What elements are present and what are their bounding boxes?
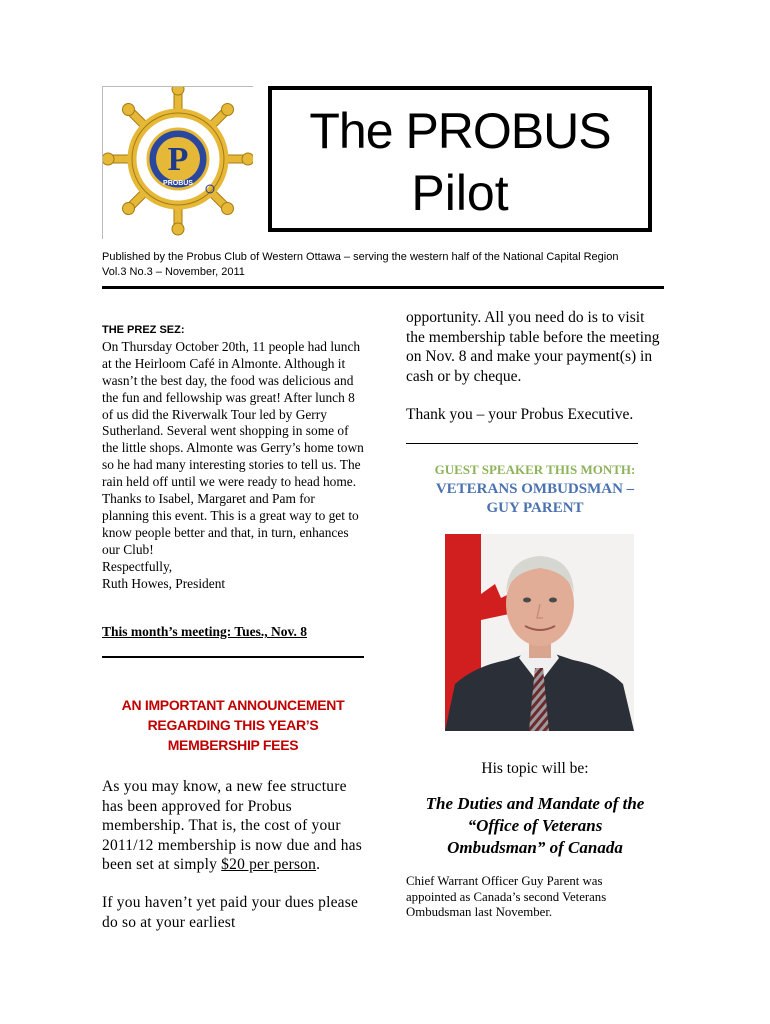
topic-line-3: Ombudsman” of Canada [447, 838, 623, 857]
prez-signature: Ruth Howes, President [102, 575, 226, 591]
guest-name-line-1: VETERANS OMBUDSMAN – [435, 481, 635, 497]
left-divider [102, 656, 364, 658]
fee-paragraph [102, 777, 364, 875]
fee-text-end: . [316, 856, 321, 874]
title-line-1: The PROBUS [309, 103, 611, 159]
published-by: Published by the Probus Club of Western Ottawa – serving the western half of the National Capital Region [102, 251, 619, 263]
topic-title [406, 793, 664, 859]
svg-text:P: P [167, 141, 189, 178]
prez-heading: THE PREZ SEZ: [102, 324, 185, 336]
announcement-line-1: AN IMPORTANT ANNOUNCEMENT [121, 697, 345, 713]
right-divider [406, 443, 638, 444]
speaker-photo [445, 534, 634, 731]
fee-text-start: As you may know, a new fee structure has been approved for Probus membership. That is, the cost of your 2011/12 membership is now due and has been set at simply [102, 778, 362, 874]
announcement-line-3: MEMBERSHIP FEES [167, 737, 299, 753]
guest-speaker-name [406, 480, 664, 518]
prez-signoff: Respectfully, [102, 558, 173, 574]
publication-info [102, 250, 618, 280]
issue-info: Vol.3 No.3 – November, 2011 [102, 266, 245, 278]
probus-logo [102, 86, 253, 239]
announcement-line-2: REGARDING THIS YEAR’S [147, 717, 319, 733]
svg-text:PROBUS: PROBUS [163, 180, 193, 187]
speaker-bio: Chief Warrant Officer Guy Parent was appointed as Canada’s second Veterans Ombudsman last November. [406, 874, 607, 919]
prez-sez-section [102, 322, 364, 593]
masthead-title [268, 86, 652, 232]
meeting-date: This month’s meeting: Tues., Nov. 8 [102, 624, 308, 639]
topic-line-2: “Office of Veterans [467, 816, 603, 835]
announcement-heading [102, 695, 364, 755]
header-divider [102, 286, 664, 289]
topic-intro: His topic will be: [481, 760, 589, 777]
guest-name-line-2: GUY PARENT [486, 500, 584, 516]
ship-wheel-icon [103, 87, 253, 239]
portrait-image [445, 534, 634, 731]
title-line-2: Pilot [411, 165, 509, 221]
dues-continued: opportunity. All you need do is to visit the membership table before the meeting on Nov. 8 and make your payment(s) in cash or by cheque. [406, 309, 660, 385]
thanks-line: Thank you – your Probus Executive. [406, 406, 634, 423]
fee-amount: $20 per person [221, 856, 317, 874]
topic-line-1: The Duties and Mandate of the [425, 794, 645, 813]
guest-speaker-label: GUEST SPEAKER THIS MONTH: [434, 462, 636, 477]
dues-paragraph: If you haven’t yet paid your dues please do so at your earliest [102, 894, 359, 931]
prez-body: On Thursday October 20th, 11 people had lunch at the Heirloom Café in Almonte. Although it wasn’t the best day, the food was delicious and the fun and fellowship was great! After lunch 8 of us did the Riverwalk Tour led by Gerry Sutherland. Several went shopping in some of the little shops. Almonte was Gerry’s home town so he had many interesting stories to tell us. The rain held off until we were ready to head home. Thanks to Isabel, Margaret and Pam for planning this event. This is a great way to get to know people better and that, in turn, enhances our Club! [102, 338, 364, 557]
